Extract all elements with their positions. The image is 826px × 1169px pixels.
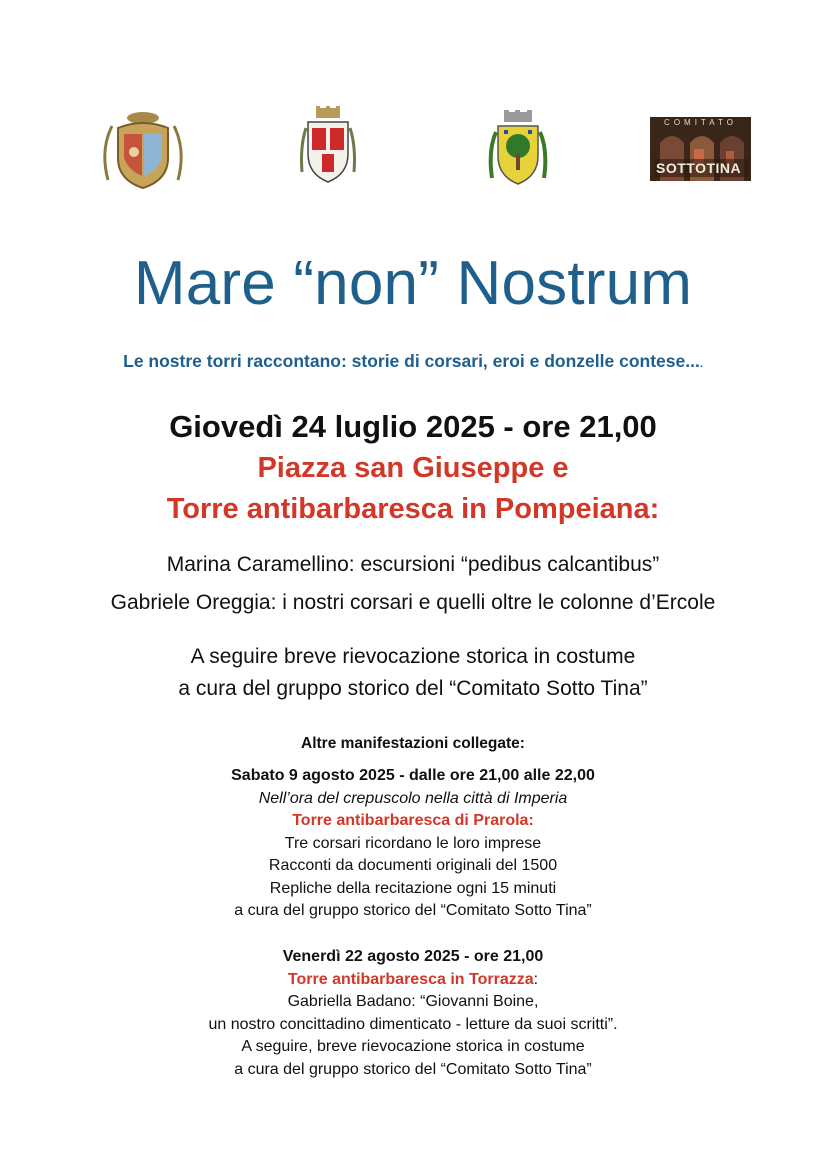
municipal-crest-1-icon	[98, 110, 188, 190]
comitato-sotto-tina-logo	[650, 117, 751, 181]
event-1-line: Repliche della recitazione ogni 15 minuti	[269, 879, 557, 897]
sotto-tina-label: SOTTOTINA	[654, 159, 749, 177]
main-event-location-line-2: Torre antibarbaresca in Pompeiana:	[166, 493, 660, 525]
event-2-line: Gabriella Badano: “Giovanni Boine,	[287, 993, 539, 1010]
event-2-location: Torre antibarbaresca in Torrazza	[287, 970, 534, 988]
other-events-heading: Altre manifestazioni collegate:	[301, 735, 525, 752]
event-2-line: A seguire, breve rievocazione storica in costume	[241, 1038, 585, 1055]
event-1-line: Racconti da documenti originali del 1500	[268, 857, 558, 874]
event-1-block	[0, 765, 826, 923]
event-2-date: Venerdì 22 agosto 2025 - ore 21,00	[282, 948, 544, 965]
event-2-block	[0, 946, 826, 1081]
event-1-location: Torre antibarbaresca di Prarola:	[292, 812, 534, 829]
event-2-location-row	[0, 969, 826, 992]
municipal-crest-2-icon	[296, 106, 360, 186]
main-event-location-line-1: Piazza san Giuseppe e	[257, 452, 569, 484]
main-event-date: Giovedì 24 luglio 2025 - ore 21,00	[169, 409, 657, 444]
municipal-crest-3-icon	[486, 110, 550, 190]
follow-up-line-2: a cura del gruppo storico del “Comitato Sotto Tina”	[178, 677, 648, 700]
comitato-label: COMITATO	[664, 118, 737, 127]
event-2-line: a cura del gruppo storico del “Comitato Sotto Tina”	[234, 1060, 592, 1078]
event-1-tagline: Nell’ora del crepuscolo nella città di Imperia	[258, 789, 568, 807]
logo-row	[0, 100, 826, 200]
speaker-1: Marina Caramellino: escursioni “pedibus calcantibus”	[166, 553, 660, 576]
event-1-line: Tre corsari ricordano le loro imprese	[284, 834, 542, 852]
event-2-location-suffix: :	[533, 970, 539, 988]
event-1-line: a cura del gruppo storico del “Comitato Sotto Tina”	[234, 902, 592, 919]
subtitle-text: Le nostre torri raccontano: storie di corsari, eroi e donzelle contese...	[123, 351, 700, 371]
page-title: Mare “non” Nostrum	[133, 249, 693, 318]
event-2-line: un nostro concittadino dimenticato - letture da suoi scritti”.	[208, 1015, 618, 1033]
follow-up-line-1: A seguire breve rievocazione storica in costume	[190, 645, 636, 668]
subtitle	[0, 351, 826, 372]
event-1-date: Sabato 9 agosto 2025 - dalle ore 21,00 alle 22,00	[231, 767, 595, 784]
subtitle-trail: .	[699, 358, 703, 370]
speaker-2: Gabriele Oreggia: i nostri corsari e quelli oltre le colonne d’Ercole	[110, 591, 716, 614]
